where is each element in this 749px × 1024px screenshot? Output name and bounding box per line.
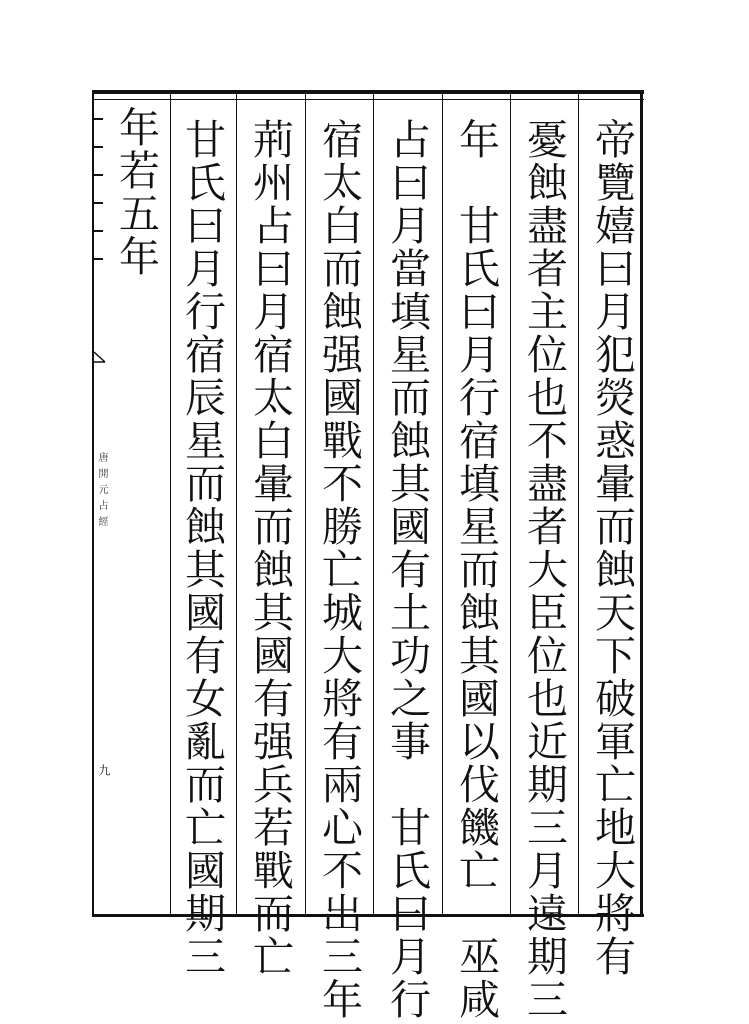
fish-tail-mark (93, 350, 107, 364)
margin-marks (93, 118, 105, 286)
column-divider (373, 92, 374, 914)
frame-right-border (640, 90, 643, 917)
frame-top-inner-border (92, 99, 644, 100)
column-divider (578, 92, 579, 914)
text-column-6: 荊州占曰月宿太白暈而蝕其國有强兵若戰而亡 (246, 118, 294, 978)
column-divider (170, 92, 171, 914)
text-column-1: 帝覽嬉曰月犯熒惑暈而蝕天下破軍亡地大將有 (588, 118, 636, 978)
text-column-2: 憂蝕盡者主位也不盡者大臣位也近期三月遠期三 (520, 118, 568, 1021)
column-divider (305, 92, 306, 914)
page-number: 九 (97, 764, 111, 776)
column-divider (442, 92, 443, 914)
frame-top-border (92, 90, 644, 94)
text-column-5: 宿太白而蝕强國戰不勝亡城大將有兩心不出三年 (315, 118, 363, 1021)
margin-book-title: 唐開元占經 (96, 452, 107, 532)
text-column-7: 甘氏曰月行宿辰星而蝕其國有女亂而亡國期三 (178, 118, 226, 978)
text-column-4: 占曰月當填星而蝕其國有土功之事 甘氏曰月行 (383, 118, 431, 1021)
column-divider (236, 92, 237, 914)
text-column-8: 年若五年 (112, 106, 160, 278)
column-divider (510, 92, 511, 914)
text-column-3: 年 甘氏曰月行宿填星而蝕其國以伐饑亡 巫咸 (452, 118, 500, 1021)
